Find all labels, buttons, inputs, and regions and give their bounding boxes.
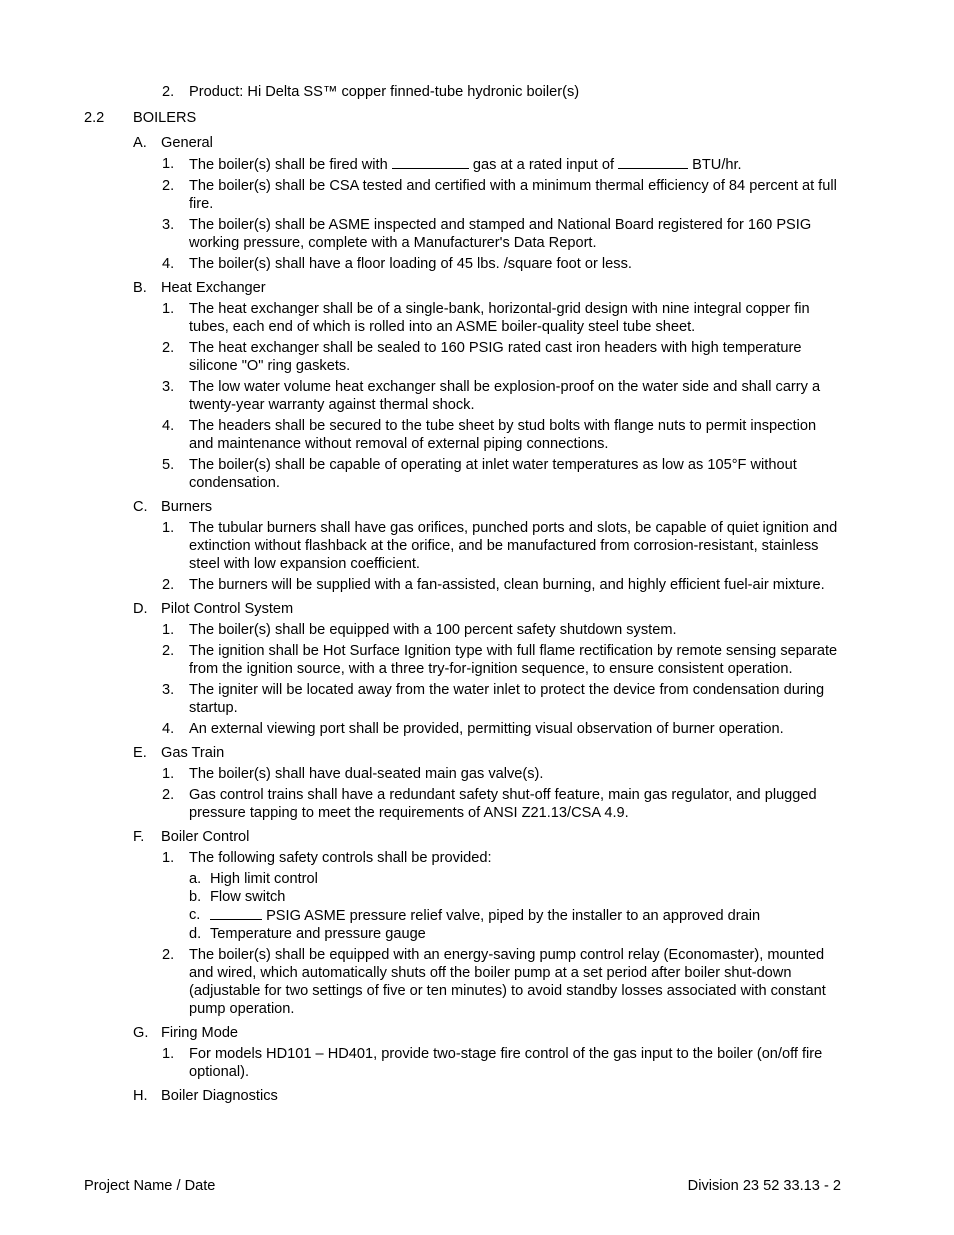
subsection-title: Burners [161, 499, 213, 515]
item-number: 1. [162, 301, 175, 317]
list-item [0, 849, 954, 867]
item-text-start: The boiler(s) shall be fired with [189, 157, 388, 173]
subsection-heading [0, 279, 954, 297]
subsection-heat-exchanger [0, 279, 954, 492]
list-item [0, 83, 954, 101]
item-text: The boiler(s) shall be equipped with a 100 percent safety shutdown system. [189, 622, 677, 638]
item-number: 3. [162, 217, 175, 233]
item-number: 4. [162, 721, 175, 737]
subsection-title: Gas Train [161, 745, 225, 761]
sub-item-text: Temperature and pressure gauge [210, 926, 426, 942]
list-item [0, 177, 954, 213]
item-number: 1. [162, 1046, 175, 1062]
subsection-title: Boiler Control [161, 829, 250, 845]
sub-list-item [0, 888, 954, 906]
subsection-title: Boiler Diagnostics [161, 1088, 278, 1104]
section-title: BOILERS [133, 110, 197, 126]
item-number: 4. [162, 418, 175, 434]
sub-item-letter: b. [189, 889, 202, 905]
sub-list-item [0, 925, 954, 943]
list-item [0, 576, 954, 594]
item-number: 1. [162, 622, 175, 638]
sub-item-text: Flow switch [210, 889, 286, 905]
subsection-heading [0, 828, 954, 846]
section-heading [0, 109, 954, 127]
subsection-letter: B. [133, 280, 147, 296]
subsection-letter: A. [133, 135, 147, 151]
subsection-heading [0, 498, 954, 516]
subsection-letter: D. [133, 601, 148, 617]
item-number: 1. [162, 850, 175, 866]
item-text: The boiler(s) shall be ASME inspected and stamped and National Board registered for 160 PSIG working pressure, complete with a Manufacturer's Data Report. [189, 217, 812, 251]
subsection-heading [0, 1087, 954, 1105]
list-item [0, 642, 954, 678]
subsection-letter: F. [133, 829, 145, 845]
document-page [0, 83, 954, 1111]
item-text: The ignition shall be Hot Surface Ignition type with full flame rectification by remote sensing separate from the ignition source, with a three try-for-ignition sequence, to ensure consistent operation. [189, 643, 838, 677]
list-item [0, 300, 954, 336]
item-number: 2. [162, 84, 175, 100]
subsection-title: Heat Exchanger [161, 280, 266, 296]
subsection-pilot-control-system [0, 600, 954, 738]
footer-page-number: Division 23 52 33.13 - 2 [687, 1178, 841, 1194]
list-item [0, 621, 954, 639]
subsection-heading [0, 744, 954, 762]
item-number: 2. [162, 178, 175, 194]
sub-item-letter: c. [189, 907, 201, 923]
fill-in-blank-fuel-type [392, 155, 469, 169]
list-item [0, 1045, 954, 1081]
sub-list-item [0, 906, 954, 925]
item-number: 3. [162, 682, 175, 698]
subsection-gas-train [0, 744, 954, 822]
item-number: 2. [162, 787, 175, 803]
subsection-title: Firing Mode [161, 1025, 239, 1041]
item-text: The following safety controls shall be provided: [189, 850, 492, 866]
list-item [0, 720, 954, 738]
sub-list-item [0, 870, 954, 888]
footer-project-name-date: Project Name / Date [84, 1178, 216, 1194]
list-item [0, 946, 954, 1018]
item-text-end: BTU/hr. [692, 157, 742, 173]
subsection-letter: H. [133, 1088, 148, 1104]
item-number: 1. [162, 766, 175, 782]
fill-in-blank-relief-pressure [210, 906, 262, 920]
item-text: For models HD101 – HD401, provide two-stage fire control of the gas input to the boiler (on/off fire optional). [189, 1046, 823, 1080]
subsection-heading [0, 134, 954, 152]
item-number: 2. [162, 643, 175, 659]
item-number: 5. [162, 457, 175, 473]
list-item [0, 378, 954, 414]
list-item [0, 417, 954, 453]
item-text: The low water volume heat exchanger shall be explosion-proof on the water side and shall carry a twenty-year warranty against thermal shock. [189, 379, 821, 413]
section-number: 2.2 [84, 110, 105, 126]
subsection-letter: G. [133, 1025, 149, 1041]
item-text: The boiler(s) shall have dual-seated main gas valve(s). [189, 766, 544, 782]
subsection-letter: E. [133, 745, 147, 761]
item-text: Gas control trains shall have a redundant safety shut-off feature, main gas regulator, and plugged pressure tapping to meet the requirements of ANSI Z21.13/CSA 4.9. [189, 787, 817, 821]
item-text: The heat exchanger shall be sealed to 160 PSIG rated cast iron headers with high temperature silicone "O" ring gaskets. [189, 340, 802, 374]
subsection-firing-mode [0, 1024, 954, 1081]
subsection-title: General [161, 135, 213, 151]
item-text: The boiler(s) shall be equipped with an energy-saving pump control relay (Economaster), mounted and wired, which automatically shuts off the boiler pump at a set period after boiler shut-down (adjustable for two settings of five or ten minutes) to avoid standby losses associated with constant pump operation. [189, 947, 826, 1017]
item-text: An external viewing port shall be provided, permitting visual observation of burner operation. [189, 721, 784, 737]
item-text: The boiler(s) shall have a floor loading of 45 lbs. /square foot or less. [189, 256, 632, 272]
item-number: 1. [162, 156, 175, 172]
subsection-burners [0, 498, 954, 594]
item-text: The heat exchanger shall be of a single-bank, horizontal-grid design with nine integral copper fin tubes, each end of which is rolled into an ASME boiler-quality steel tube sheet. [189, 301, 810, 335]
item-text: The headers shall be secured to the tube sheet by stud bolts with flange nuts to permit inspection and maintenance without removal of external piping connections. [189, 418, 817, 452]
fill-in-blank-rated-input [618, 155, 688, 169]
item-text: The igniter will be located away from the water inlet to protect the device from condensation during startup. [189, 682, 825, 716]
list-item [0, 765, 954, 783]
item-text: Product: Hi Delta SS™ copper finned-tube hydronic boiler(s) [189, 84, 580, 100]
list-item [0, 519, 954, 573]
item-text: The burners will be supplied with a fan-assisted, clean burning, and highly efficient fuel-air mixture. [189, 577, 825, 593]
item-number: 1. [162, 520, 175, 536]
list-item [0, 339, 954, 375]
subsection-letter: C. [133, 499, 148, 515]
item-number: 2. [162, 577, 175, 593]
item-number: 2. [162, 947, 175, 963]
list-item [0, 456, 954, 492]
item-number: 4. [162, 256, 175, 272]
item-number: 2. [162, 340, 175, 356]
list-item [0, 255, 954, 273]
sub-item-letter: a. [189, 871, 202, 887]
item-text: The boiler(s) shall be capable of operating at inlet water temperatures as low as 105°F without condensation. [189, 457, 797, 491]
subsection-general [0, 134, 954, 273]
item-text: The boiler(s) shall be CSA tested and certified with a minimum thermal efficiency of 84 percent at full fire. [189, 178, 837, 212]
list-item [0, 786, 954, 822]
sub-item-text: PSIG ASME pressure relief valve, piped by the installer to an approved drain [266, 908, 761, 924]
item-text-middle: gas at a rated input of [472, 157, 615, 173]
item-text: The tubular burners shall have gas orifices, punched ports and slots, be capable of quiet ignition and extinction without flashback at the orifice, and be manufactured from corrosion-resistant, stainless steel with low expansion coefficient. [189, 520, 838, 572]
item-number: 3. [162, 379, 175, 395]
subsection-heading [0, 600, 954, 618]
list-item [0, 216, 954, 252]
subsection-title: Pilot Control System [161, 601, 294, 617]
subsection-boiler-diagnostics [0, 1087, 954, 1105]
list-item [0, 155, 954, 174]
sub-item-text: High limit control [210, 871, 318, 887]
list-item [0, 681, 954, 717]
subsection-boiler-control [0, 828, 954, 1018]
sub-item-letter: d. [189, 926, 202, 942]
subsection-heading [0, 1024, 954, 1042]
